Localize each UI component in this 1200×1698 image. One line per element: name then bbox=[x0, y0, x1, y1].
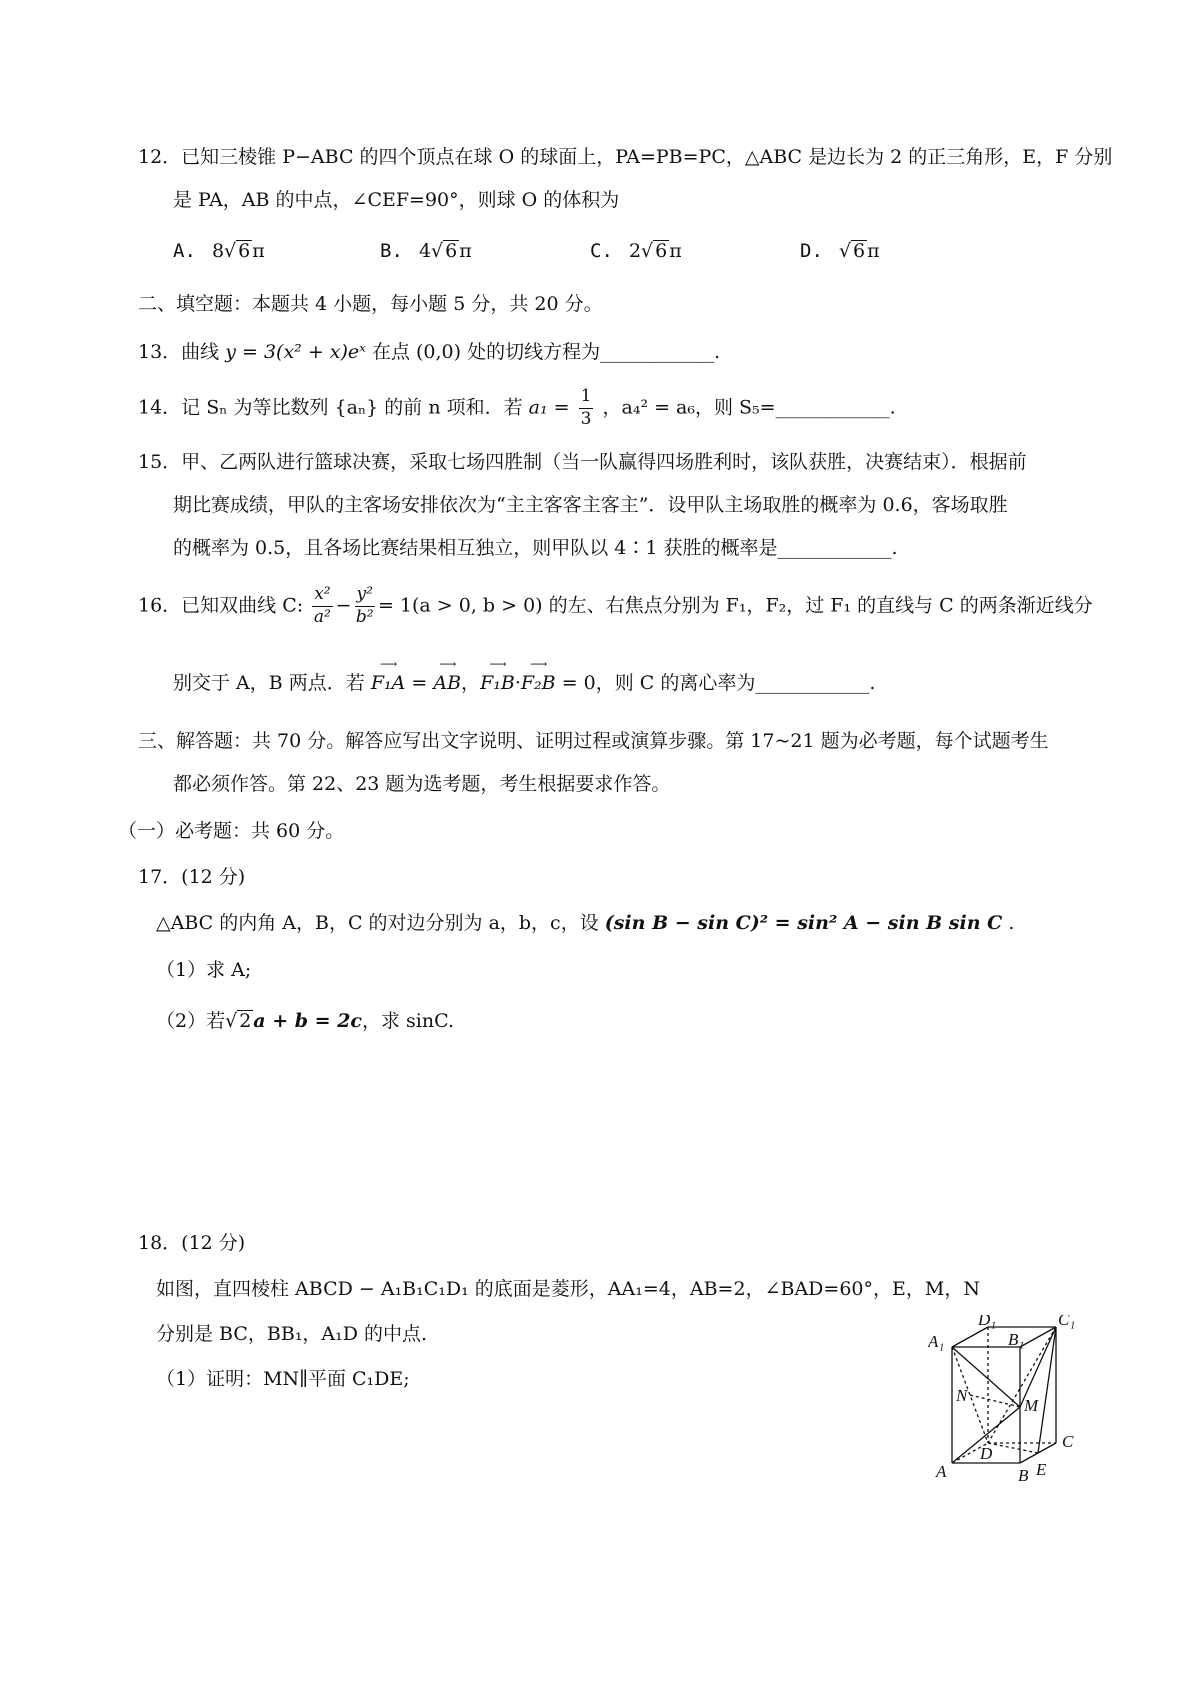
q12-option-c: C. 2√ 6 π bbox=[590, 240, 682, 262]
q16-y-num: y² bbox=[355, 586, 375, 607]
q17-part2-prefix: （2）若 bbox=[156, 1010, 226, 1032]
vector-f1b: ⟶ F₁B bbox=[480, 672, 515, 695]
q16-line2-tail: ，则 C 的离心率为 bbox=[595, 672, 756, 694]
q17-stem-formula: (sin B − sin C)² = sin² A − sin B sin C bbox=[604, 912, 1003, 934]
label-c1: C₁ bbox=[1058, 1315, 1076, 1329]
q12-option-d: D. √ 6 π bbox=[800, 240, 880, 262]
q13-end: . bbox=[714, 341, 721, 363]
q16-dot: · bbox=[514, 672, 521, 694]
label-n: N bbox=[956, 1386, 968, 1405]
label-m: M bbox=[1024, 1396, 1039, 1415]
q17-stem-prefix: △ABC 的内角 A，B，C 的对边分别为 a，b，c，设 bbox=[156, 912, 599, 934]
q16-comma: ， bbox=[461, 672, 481, 694]
q14-a1: a₁ = bbox=[528, 396, 570, 419]
label-b1: B₁ bbox=[1008, 1330, 1025, 1349]
q14-mid: ，a₄² = a₆，则 S₅= bbox=[602, 396, 776, 419]
q16-line1-tail: 的左、右焦点分别为 F₁，F₂，过 F₁ 的直线与 C 的两条渐近线分 bbox=[548, 594, 1093, 617]
q13-suffix: 在点 (0,0) 处的切线方程为 bbox=[371, 341, 601, 363]
option-radicand: 6 bbox=[655, 240, 668, 262]
option-letter: A. bbox=[173, 240, 196, 262]
q12-line1: 12．已知三棱锥 P−ABC 的四个顶点在球 O 的球面上，PA=PB=PC，△ABC 是边长为 2 的正三角形，E，F 分别 bbox=[138, 146, 1113, 168]
vector-f2b: ⟶ F₂B bbox=[521, 672, 556, 695]
q16-end: . bbox=[869, 672, 876, 694]
q15-line1: 15．甲、乙两队进行篮球决赛，采取七场四胜制（当一队赢得四场胜利时，该队获胜，决赛结束）．根据前 bbox=[138, 451, 1027, 473]
section-3-line2: 都必须作答。第 22、23 题为选考题，考生根据要求作答。 bbox=[173, 773, 671, 795]
q18-part1: （1）证明：MN∥平面 C₁DE; bbox=[156, 1368, 410, 1390]
label-a: A bbox=[936, 1462, 947, 1481]
option-coef: 2 bbox=[628, 240, 642, 262]
label-c: C bbox=[1062, 1432, 1074, 1451]
q14-end: . bbox=[889, 396, 896, 419]
q12-option-a: A. 8√ 6 π bbox=[173, 240, 265, 262]
option-radicand: 6 bbox=[445, 240, 458, 262]
option-letter: C. bbox=[590, 240, 613, 262]
option-radicand: 6 bbox=[238, 240, 251, 262]
option-coef: 8 bbox=[211, 240, 225, 262]
option-letter: B. bbox=[380, 240, 403, 262]
q17-part2-tail: ，求 sinC. bbox=[361, 1010, 454, 1032]
q14 bbox=[138, 388, 896, 429]
vector-ab: ⟶ AB bbox=[433, 672, 461, 695]
label-a1: A₁ bbox=[928, 1332, 945, 1351]
segment-d-e bbox=[988, 1443, 1038, 1453]
q14-frac-den: 3 bbox=[580, 408, 592, 429]
edge-d-c1 bbox=[1020, 1327, 1056, 1347]
q13-formula: y = 3(x² + x)eˣ bbox=[225, 341, 366, 363]
q13 bbox=[138, 341, 720, 364]
subsection-1-heading: （一）必考题：共 60 分。 bbox=[118, 820, 345, 842]
q18-line1: 如图，直四棱柱 ABCD − A₁B₁C₁D₁ 的底面是菱形，AA₁=4，AB=2，∠BAD=60°，E，M，N bbox=[156, 1278, 980, 1300]
q12-option-b: B. 4√ 6 π bbox=[380, 240, 472, 262]
option-letter: D. bbox=[800, 240, 823, 262]
q16-line1 bbox=[138, 586, 1093, 627]
section-2-heading: 二、填空题：本题共 4 小题，每小题 5 分，共 20 分。 bbox=[138, 293, 603, 315]
q18-line2: 分别是 BC，BB₁，A₁D 的中点. bbox=[156, 1323, 428, 1345]
vector-f1a: ⟶ F₁A bbox=[371, 672, 406, 695]
q13-blank: ____________ bbox=[600, 341, 715, 363]
q17-part2-formula: a + b = 2c bbox=[253, 1010, 362, 1032]
q15-line2: 期比赛成绩，甲队的主客场安排依次为“主主客客主客主”．设甲队主场取胜的概率为 0.6，客场取胜 bbox=[173, 494, 1008, 516]
q16-eq1: = bbox=[411, 672, 428, 694]
q15-blank: ____________ bbox=[777, 537, 892, 559]
q14-blank: ____________ bbox=[775, 396, 890, 419]
q15-line3 bbox=[173, 537, 898, 560]
q14-frac-num: 1 bbox=[579, 388, 594, 409]
q17-title: 17．(12 分) bbox=[138, 866, 246, 888]
prism-figure bbox=[928, 1315, 1120, 1495]
q16-x-den: a² bbox=[313, 606, 331, 627]
q17-part2-radicand: 2 bbox=[239, 1010, 252, 1032]
option-pi: π bbox=[669, 240, 682, 262]
q15-line3-text: 的概率为 0.5，且各场比赛结果相互独立，则甲队以 4∶1 获胜的概率是 bbox=[173, 537, 778, 559]
edge-a1-b1 bbox=[952, 1327, 988, 1347]
q14-prefix: 14．记 Sₙ 为等比数列 {aₙ} 的前 n 项和．若 bbox=[138, 396, 523, 419]
option-pi: π bbox=[459, 240, 472, 262]
q16-prefix: 16．已知双曲线 C: bbox=[138, 594, 304, 617]
section-3-line1: 三、解答题：共 70 分。解答应写出文字说明、证明过程或演算步骤。第 17~21 题为必考题，每个试题考生 bbox=[138, 730, 1049, 752]
q16-eq2: = 0 bbox=[561, 672, 596, 694]
q13-prefix: 13．曲线 bbox=[138, 341, 220, 363]
option-radicand: 6 bbox=[853, 240, 866, 262]
q16-y-den: b² bbox=[355, 606, 374, 627]
q17-part1: （1）求 A; bbox=[156, 959, 252, 981]
q18-title: 18．(12 分) bbox=[138, 1232, 246, 1254]
q17-part2: （2）若√ 2 a + b = 2c，求 sinC. bbox=[156, 1010, 454, 1032]
q16-frac-y bbox=[355, 586, 375, 627]
q16-blank: ____________ bbox=[755, 672, 870, 694]
q15-end: . bbox=[891, 537, 898, 559]
option-coef: 4 bbox=[418, 240, 432, 262]
option-pi: π bbox=[867, 240, 880, 262]
q16-frac-x bbox=[312, 586, 332, 627]
label-d: D bbox=[980, 1444, 993, 1463]
label-e: E bbox=[1036, 1460, 1047, 1479]
q16-minus: − bbox=[335, 594, 352, 617]
q17-stem bbox=[156, 912, 1014, 935]
q17-stem-end: . bbox=[1008, 912, 1015, 934]
q14-fraction bbox=[579, 388, 594, 429]
q12-line2: 是 PA，AB 的中点，∠CEF=90°，则球 O 的体积为 bbox=[173, 189, 620, 211]
q16-x-num: x² bbox=[312, 586, 332, 607]
option-pi: π bbox=[252, 240, 265, 262]
q16-line2 bbox=[173, 672, 875, 695]
q16-line2-prefix: 别交于 A，B 两点．若 bbox=[173, 672, 365, 694]
label-b: B bbox=[1018, 1466, 1029, 1485]
label-d1: D₁ bbox=[978, 1315, 997, 1329]
q16-cond: = 1(a > 0, b > 0) bbox=[377, 594, 543, 617]
